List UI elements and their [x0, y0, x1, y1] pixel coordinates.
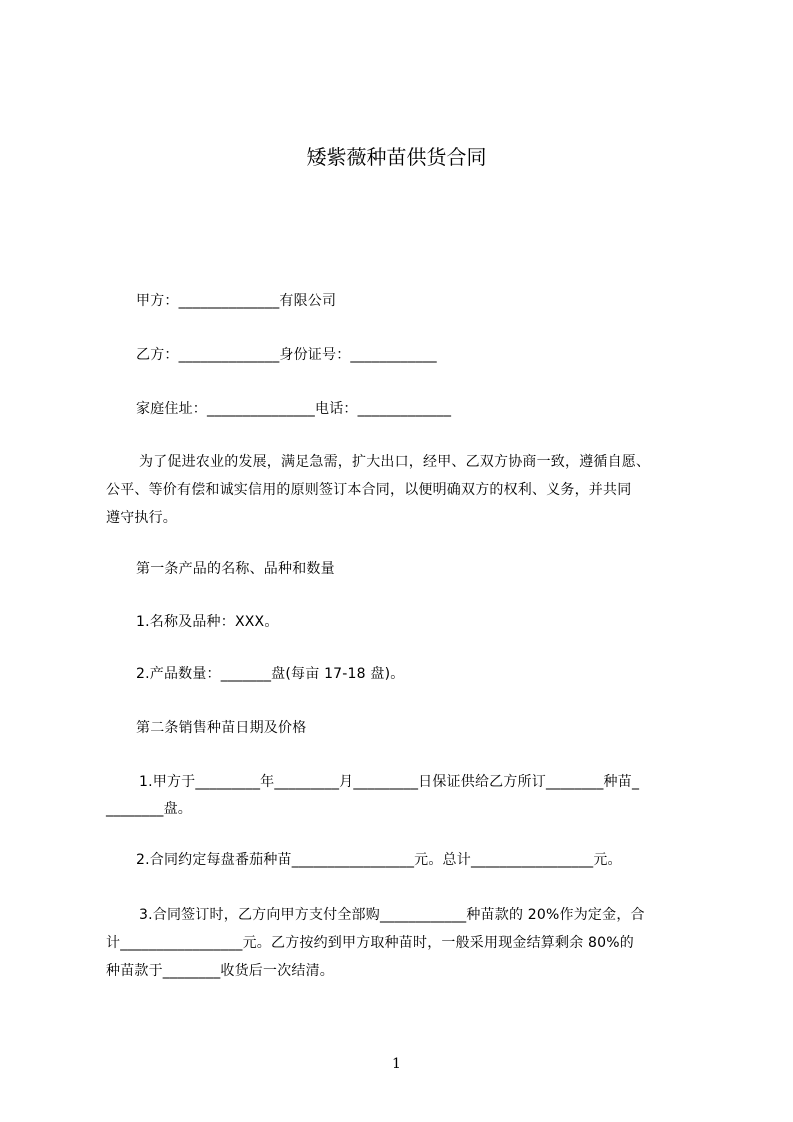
- intro-paragraph-line: 公平、等价有偿和诚实信用的原则签订本合同，以便明确双方的权利、义务，并共同: [106, 482, 632, 498]
- article-2-item-3-line: 3.合同签订时，乙方向甲方支付全部购____________种苗款的 20%作为定金，合: [139, 907, 645, 923]
- page-number: 1: [392, 1056, 401, 1072]
- article-1-item-1: 1.名称及品种：XXX。: [136, 614, 279, 630]
- article-2-item-1-line: 1.甲方于_________年_________月_________日保证供给乙方所订________种苗_: [139, 774, 640, 790]
- article-1-item-2: 2.产品数量：_______盘(每亩 17-18 盘)。: [136, 666, 405, 682]
- intro-paragraph-line: 遵守执行。: [106, 510, 177, 526]
- contract-title: 矮紫薇种苗供货合同: [306, 145, 487, 169]
- article-2-item-3-line: 种苗款于________收货后一次结清。: [106, 963, 334, 979]
- article-2-heading: 第二条销售种苗日期及价格: [136, 720, 307, 736]
- party-a-line: 甲方：______________有限公司: [136, 293, 337, 309]
- article-2-item-3-line: 计_________________元。乙方按约到甲方取种苗时，一般采用现金结算剩余 80%的: [106, 935, 634, 951]
- intro-paragraph-line: 为了促进农业的发展，满足急需，扩大出口，经甲、乙双方协商一致，遵循自愿、: [139, 454, 651, 470]
- article-2-item-2: 2.合同约定每盘番茄种苗_________________元。总计_________________元。: [136, 852, 622, 868]
- article-2-item-1-line: ________盘。: [106, 801, 192, 817]
- party-b-line: 乙方：______________身份证号：____________: [136, 347, 437, 363]
- article-1-heading: 第一条产品的名称、品种和数量: [136, 561, 335, 577]
- address-line: 家庭住址：_______________电话：_____________: [136, 401, 452, 417]
